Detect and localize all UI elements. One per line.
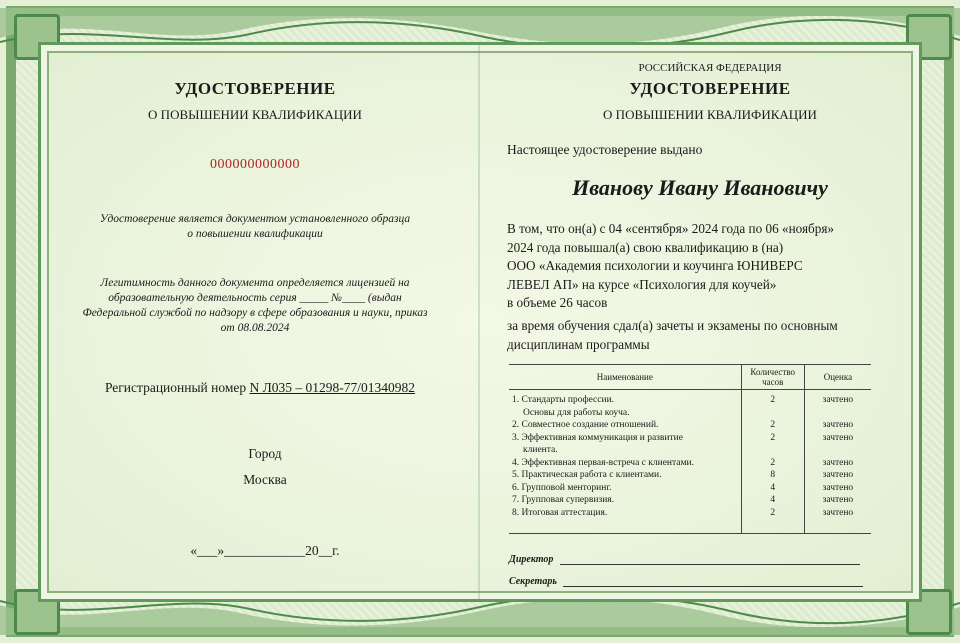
recipient-name: Иванову Ивану Ивановичу (572, 175, 828, 200)
right-title: УДОСТОВЕРЕНИЕ (629, 79, 791, 98)
legitimacy-statement (62, 276, 448, 336)
document-statement (70, 212, 440, 242)
disciplines-body (509, 390, 871, 534)
table-row (509, 469, 871, 482)
secretary-signature-line (563, 586, 863, 587)
registration-label: Регистрационный номер (104, 380, 247, 395)
details-line: 2024 года повышал(а) свою квалификацию в (на) (507, 239, 784, 255)
discipline-hours: 2 (741, 419, 804, 432)
page-fold (478, 42, 480, 602)
spacer-cell (741, 519, 804, 534)
certificate-number: 000000000000 (210, 157, 300, 172)
left-title: УДОСТОВЕРЕНИЕ (174, 79, 336, 98)
details-line: В том, что он(а) с 04 «сентября» 2024 года по 06 «ноября» (507, 221, 835, 236)
legit-line: Федеральной службой по надзору в сфере образования и науки, приказ (82, 307, 428, 319)
director-signature (509, 554, 875, 565)
table-row (509, 390, 871, 407)
statement-line: Удостоверение является документом установленного образца (99, 213, 411, 225)
discipline-name: 7. Групповая супервизия. (512, 495, 615, 505)
discipline-name: 5. Практическая работа с клиентами. (512, 470, 662, 480)
discipline-grade: зачтено (822, 470, 854, 480)
discipline-grade: зачтено (822, 432, 854, 443)
table-row (509, 457, 871, 470)
city-value: Москва (243, 472, 287, 487)
discipline-grade: зачтено (822, 495, 854, 505)
discipline-hours: 2 (741, 457, 804, 470)
discipline-grade (804, 407, 871, 420)
col-header-name: Наименование (509, 365, 741, 390)
table-row (509, 407, 871, 420)
discipline-grade: зачтено (822, 420, 854, 430)
details-line: в объеме 26 часов (507, 295, 608, 311)
discipline-hours: 4 (741, 482, 804, 495)
discipline-name: 6. Групповой менторинг. (512, 482, 612, 493)
director-signature-line (560, 564, 860, 565)
secretary-label: Секретарь (509, 576, 557, 587)
discipline-hours: 8 (741, 469, 804, 482)
discipline-name: Основы для работы коуча. (523, 407, 630, 418)
discipline-name: 1. Стандарты профессии. (512, 395, 615, 405)
discipline-name: 2. Совместное создание отношений. (512, 420, 659, 430)
left-subtitle: О ПОВЫШЕНИИ КВАЛИФИКАЦИИ (148, 107, 362, 122)
statement-line: о повышении квалификации (187, 228, 323, 240)
table-row (509, 444, 871, 457)
director-label: Директор (509, 554, 554, 565)
table-row (509, 482, 871, 495)
spacer-cell (509, 519, 741, 534)
discipline-grade: зачтено (822, 457, 854, 468)
table-row (509, 494, 871, 507)
exams-line: дисциплинам программы (507, 336, 650, 352)
disciplines-table (509, 364, 871, 534)
table-row (509, 419, 871, 432)
exams-statement (507, 317, 887, 354)
exams-line: за время обучения сдал(а) зачеты и экзамены по основным (507, 318, 838, 333)
discipline-name: 3. Эффективная коммуникация и развитие (512, 432, 683, 443)
discipline-name: клиента. (523, 445, 558, 455)
city-label: Город (248, 446, 282, 461)
spacer-cell (804, 519, 871, 534)
discipline-grade (804, 444, 871, 457)
discipline-hours (741, 407, 804, 420)
discipline-hours: 2 (741, 432, 804, 445)
issued-to-label: Настоящее удостоверение выдано (507, 142, 703, 157)
table-spacer (509, 519, 871, 534)
discipline-hours (741, 444, 804, 457)
right-subtitle: О ПОВЫШЕНИИ КВАЛИФИКАЦИИ (603, 107, 817, 122)
registration-row (60, 380, 460, 396)
discipline-name: 4. Эффективная первая-встреча с клиентами. (512, 457, 694, 468)
details-line: ООО «Академия психологии и коучинга ЮНИВЕРС (507, 258, 803, 274)
legit-line: Легитимность данного документа определяется лицензией на (100, 277, 410, 289)
secretary-signature (509, 576, 875, 587)
discipline-name: 8. Итоговая аттестация. (512, 507, 608, 518)
training-details (507, 220, 887, 313)
col-header-hours: Количество часов (741, 365, 804, 390)
col-header-grade: Оценка (804, 365, 871, 390)
table-row (509, 507, 871, 520)
discipline-grade: зачтено (822, 507, 854, 518)
discipline-hours: 2 (741, 507, 804, 520)
discipline-hours: 4 (741, 494, 804, 507)
discipline-grade: зачтено (822, 482, 854, 493)
discipline-hours: 2 (741, 390, 804, 407)
legit-line: образовательную деятельность серия _____ №____ (выдан (108, 292, 402, 304)
details-line: ЛЕВЕЛ АП» на курсе «Психология для коучей» (507, 276, 777, 292)
country-label: РОССИЙСКАЯ ФЕДЕРАЦИЯ (638, 62, 782, 74)
issue-date-line: «___»____________20__г. (190, 543, 340, 558)
legit-line: от 08.08.2024 (220, 322, 290, 334)
discipline-grade: зачтено (822, 395, 854, 405)
table-row (509, 432, 871, 445)
registration-number: N Л035 – 01298-77/01340982 (249, 380, 416, 395)
